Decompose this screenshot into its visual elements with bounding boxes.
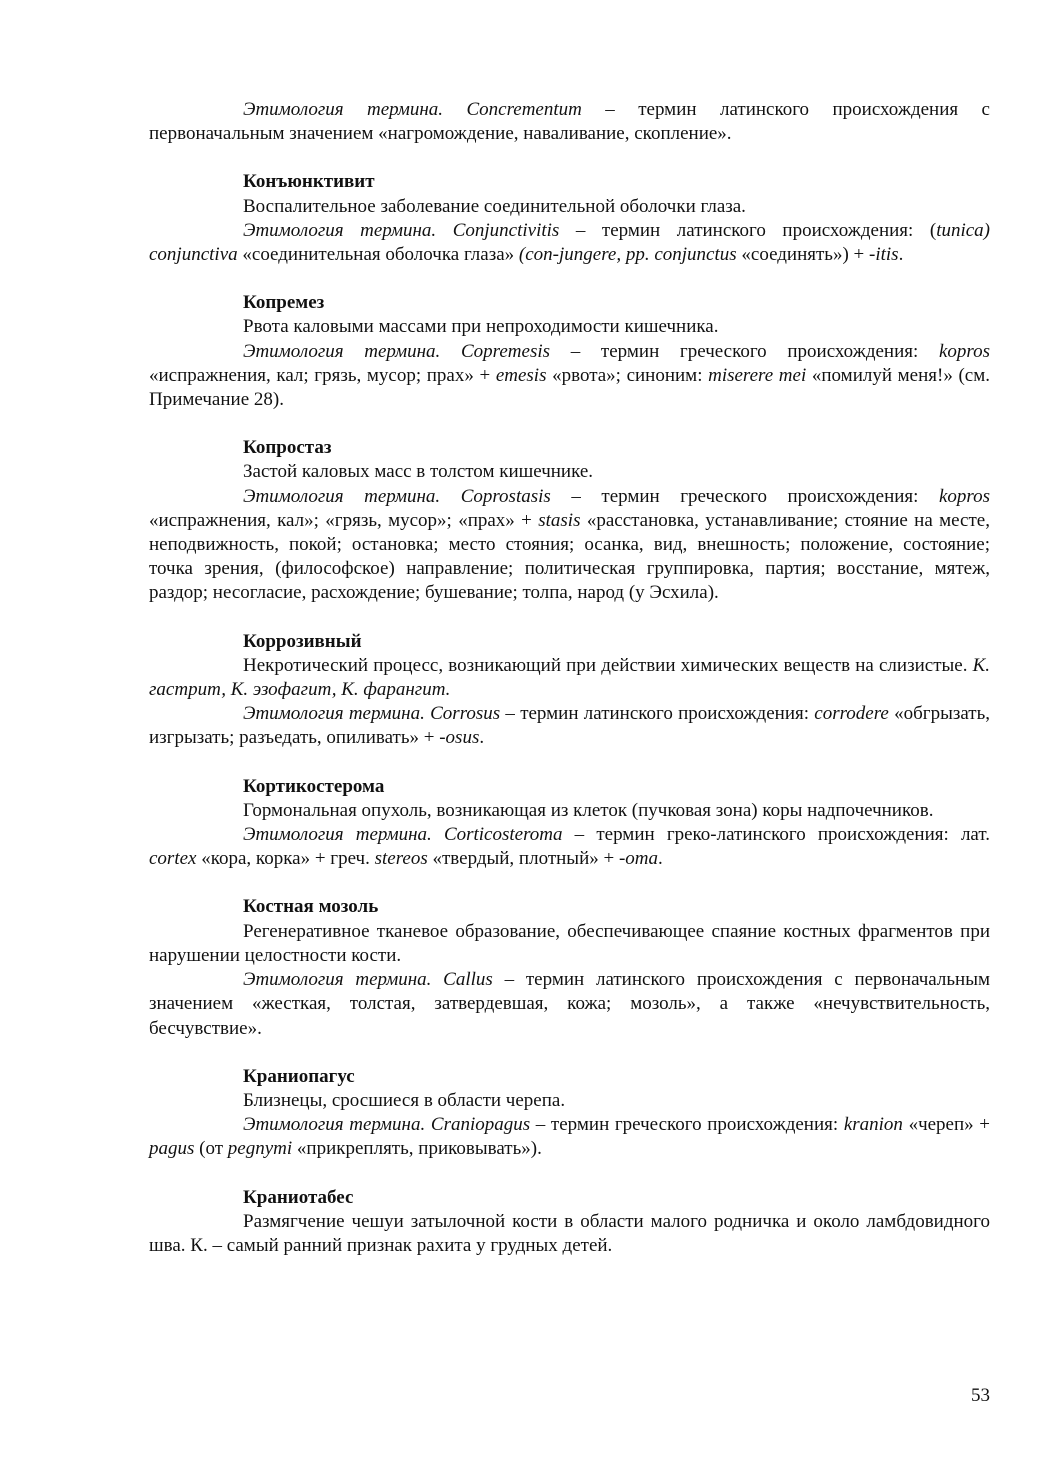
text-run: «череп» + (902, 1114, 991, 1136)
italic-run: Conjunctivitis (452, 219, 560, 241)
entry-definition: Размягчение чешуи затылочной кости в области малого родничка и около ламбдовидного шва. К. – самый ранний признак рахита у грудных детей. (149, 1210, 990, 1256)
etymology-label: Этимология термина. (243, 219, 437, 241)
italic-run: -osus (439, 727, 480, 749)
italic-run: К. гастрит, К. эзофагит, К. фарангит. (149, 654, 990, 701)
text-run: «соединительная оболочка глаза» (237, 244, 519, 266)
entry-term: Коррозивный (243, 630, 362, 652)
entry-etymology (149, 702, 990, 750)
etymology-label: Этимология термина. (243, 1114, 426, 1136)
dictionary-entry (149, 775, 990, 872)
text-run: «кора, корка» + греч. (196, 848, 375, 870)
italic-run: Copremesis (461, 340, 551, 362)
text-run: – термин греко-латинского происхождения: лат. (562, 824, 991, 846)
page-number: 53 (971, 1385, 990, 1406)
entry-definition: Рвота каловыми массами при непроходимости кишечника. (243, 316, 719, 338)
entry-definition: Застой каловых масс в толстом кишечнике. (243, 461, 594, 483)
italic-run: kopros (938, 485, 990, 507)
etymology-label: Этимология термина. (243, 99, 444, 120)
etymology-label: Этимология термина. (243, 340, 441, 362)
dictionary-entry (149, 1186, 990, 1259)
entry-term: Копремез (243, 292, 325, 314)
entry-definition (149, 654, 990, 702)
dictionary-entry (149, 1065, 990, 1162)
italic-run: emesis (495, 364, 547, 386)
text-run: – термин греческого происхождения: (550, 485, 939, 507)
entry-definition: Гормональная опухоль, возникающая из клеток (пучковая зона) коры надпочечников. (243, 799, 934, 821)
entry-etymology (149, 1113, 990, 1161)
text-run: – термин латинского происхождения с первоначальным значением «жесткая, толстая, затвердевшая, кожа; мозоль», а также «нечувствительность, бесчувствие». (149, 969, 990, 1039)
entry-definition: Регенеративное тканевое образование, обеспечивающее спаяние костных фрагментов при нарушении целостности кости. (149, 920, 990, 966)
entry-etymology (149, 485, 990, 606)
etymology-label: Этимология термина. (243, 485, 441, 507)
entry-term: Конъюнктивит (243, 171, 375, 193)
document-page (149, 98, 990, 1282)
italic-run: Callus (443, 969, 493, 991)
text-run: (от (194, 1138, 228, 1160)
text-run: «твердый, плотный» + (427, 848, 619, 870)
entry-term: Кортикостерома (243, 775, 385, 797)
entry-term: Краниотабес (243, 1186, 354, 1208)
text-run: «рвота»; синоним: (546, 364, 709, 386)
etymology-label: Этимология термина. (243, 703, 425, 725)
text-run: – термин греческого происхождения: (530, 1114, 844, 1136)
entry-etymology (149, 340, 990, 413)
entry-etymology (149, 823, 990, 871)
text-run: «обгрызать, изгрызать; разъедать, опиливать» + (149, 703, 991, 749)
dictionary-entry (149, 630, 990, 751)
text-run: . (479, 727, 485, 749)
text-run: «помилуй меня!» (см. Примечание 28). (149, 364, 990, 411)
text-run: «расстановка, устанавливание; стояние на месте, неподвижность, покой; остановка; место стояния; осанка, вид, внешность; положение, состояние; точка зрения, (философское) направление; политическая группировка, партия; восстание, мятеж, раздор; несогласие, расхождение; бушевание; толпа, народ (у Эсхила). (149, 509, 990, 604)
text-run: – термин греческого происхождения: (550, 340, 939, 362)
text-run: . (658, 848, 663, 870)
italic-run: corrodere (814, 703, 889, 725)
italic-run: Corrosus (430, 703, 501, 725)
entry-term: Краниопагус (243, 1065, 355, 1087)
entry-etymology (149, 219, 990, 267)
dictionary-entry (149, 436, 990, 605)
dictionary-entry (149, 98, 990, 146)
italic-run: pegnymi (227, 1138, 293, 1160)
italic-run: Craniopagus (430, 1114, 531, 1136)
italic-run: -itis (869, 244, 899, 266)
italic-run: (con-jungere, pp. conjunctus (518, 244, 737, 266)
text-run: «прикреплять, приковывать»). (292, 1138, 542, 1160)
text-run: – термин латинского происхождения: (500, 703, 815, 725)
entry-term: Копростаз (243, 437, 332, 459)
italic-run: kopros (938, 340, 991, 362)
dictionary-entry (149, 895, 990, 1040)
text-run: . (898, 244, 904, 266)
italic-run: Corticosteroma (443, 824, 563, 846)
italic-run: stereos (374, 848, 428, 870)
text-run: – термин латинского происхождения: ( (559, 219, 937, 241)
italic-run: pagus (149, 1138, 195, 1160)
italic-run: Coprostasis (460, 485, 551, 507)
entry-etymology (149, 98, 990, 146)
italic-run: tunica) conjunctiva (149, 219, 991, 266)
italic-run: miserere mei (708, 364, 807, 386)
italic-run: cortex (149, 848, 197, 870)
entry-definition: Воспалительное заболевание соединительной оболочки глаза. (243, 195, 746, 217)
italic-run: kranion (843, 1114, 903, 1136)
text-run: – термин латинского происхождения с первоначальным значением «нагромождение, наваливание, скопление». (149, 99, 990, 145)
text-run: «испражнения, кал»; «грязь, мусор»; «прах» + (149, 509, 539, 531)
entry-term: Костная мозоль (243, 896, 379, 918)
entry-definition: Близнецы, сросшиеся в области черепа. (243, 1089, 566, 1111)
etymology-label: Этимология термина. (243, 824, 432, 846)
dictionary-entry (149, 170, 990, 267)
italic-run: Concrementum (466, 99, 582, 120)
etymology-label: Этимология термина. (243, 969, 432, 991)
italic-run: stasis (538, 509, 581, 531)
entry-etymology (149, 968, 990, 1041)
text-run: Некротический процесс, возникающий при действии химических веществ на слизистые. (243, 654, 973, 676)
text-run: «испражнения, кал; грязь, мусор; прах» + (149, 364, 496, 386)
dictionary-entry (149, 291, 990, 412)
italic-run: -oma (618, 848, 659, 870)
text-run: «соединять») + (736, 244, 870, 266)
